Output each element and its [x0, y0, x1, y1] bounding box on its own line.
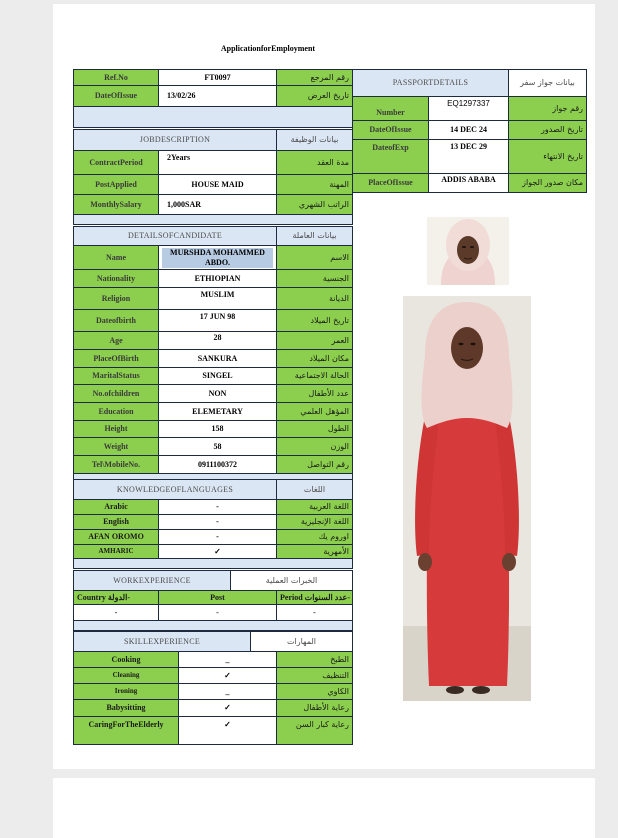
place-of-birth-ar: مكان الميلاد: [277, 350, 353, 368]
monthly-salary-ar: الراتب الشهري: [277, 195, 353, 215]
skill-cooking-label: Cooking: [74, 652, 179, 668]
skill-ironing-label: Ironing: [74, 684, 179, 700]
phone-value: 0911100372: [159, 456, 277, 474]
languages-section-title: KNOWLEDGEOFLANGUAGES: [74, 480, 277, 500]
passport-place-ar: مكان صدور الجواز: [509, 174, 587, 193]
language-english-ar: اللغة الإنجليزية: [277, 515, 353, 530]
skill-cooking-value: _: [179, 652, 277, 668]
candidate-table: [73, 226, 353, 484]
contract-period-label: ContractPeriod: [74, 151, 159, 175]
age-label: Age: [74, 332, 159, 350]
skill-cooking-ar: الطبخ: [277, 652, 353, 668]
skills-section-title-ar: المهارات: [251, 632, 353, 652]
religion-ar: الديانة: [277, 288, 353, 310]
passport-expiry-label: DateofExp: [353, 140, 429, 174]
weight-value: 58: [159, 438, 277, 456]
skill-babysitting-label: Babysitting: [74, 700, 179, 717]
reference-table: [73, 69, 353, 128]
skill-elderly-value: ✓: [179, 717, 277, 745]
religion-label: Religion: [74, 288, 159, 310]
work-section-title-ar: الخبرات العملية: [231, 571, 353, 591]
monthly-salary-value: 1,000SAR: [159, 195, 277, 215]
languages-section-title-ar: اللغات: [277, 480, 353, 500]
passport-section-title-ar: بيانات جواز سفر: [509, 70, 587, 97]
contract-period-ar: مدة العقد: [277, 151, 353, 175]
passport-section-title: PASSPORTDETAILS: [353, 70, 509, 97]
languages-table: [73, 479, 353, 569]
job-description-table: [73, 129, 353, 225]
children-ar: عدد الأطفال: [277, 385, 353, 403]
education-ar: المؤهل العلمي: [277, 403, 353, 421]
weight-label: Weight: [74, 438, 159, 456]
passport-place-label: PlaceOfIssue: [353, 174, 429, 193]
skill-babysitting-ar: رعاية الأطفال: [277, 700, 353, 717]
dob-ar: تاريخ الميلاد: [277, 310, 353, 332]
passport-number-value: EQ1297337: [429, 97, 509, 121]
children-label: No.ofchildren: [74, 385, 159, 403]
work-experience-table: [73, 570, 353, 631]
passport-issue-label: DateOfIssue: [353, 121, 429, 140]
post-applied-ar: المهنة: [277, 175, 353, 195]
height-value: 158: [159, 421, 277, 438]
work-col-post: Post: [159, 591, 277, 605]
next-page: [53, 778, 595, 838]
skills-section-title: SKILLEXPERIENCE: [74, 632, 251, 652]
place-of-birth-value: SANKURA: [159, 350, 277, 368]
name-ar: الاسم: [277, 246, 353, 270]
place-of-birth-label: PlaceOfBirth: [74, 350, 159, 368]
language-arabic-value: -: [159, 500, 277, 515]
skill-elderly-label: CaringForTheElderly: [74, 717, 179, 745]
ref-label: Ref.No: [74, 70, 159, 86]
issue-date-label-ar: تاريخ العرض: [277, 86, 353, 107]
passport-number-ar: رقم جواز: [509, 97, 587, 121]
job-section-title-ar: بيانات الوظيفة: [277, 130, 353, 151]
height-ar: الطول: [277, 421, 353, 438]
children-value: NON: [159, 385, 277, 403]
dob-label: Dateofbirth: [74, 310, 159, 332]
passport-expiry-ar: تاريخ الانتهاء: [509, 140, 587, 174]
language-oromo-label: AFAN OROMO: [74, 530, 159, 545]
document-title: ApplicationforEmployment: [220, 44, 316, 53]
skill-cleaning-value: ✓: [179, 668, 277, 684]
age-value: 28: [159, 332, 277, 350]
full-body-image: [403, 296, 531, 701]
language-arabic-ar: اللغة العربية: [277, 500, 353, 515]
work-section-title: WORKEXPERIENCE: [74, 571, 231, 591]
passport-number-label: Number: [353, 97, 429, 121]
height-label: Height: [74, 421, 159, 438]
language-amharic-ar: الأمهرية: [277, 545, 353, 559]
ref-value: FT0097: [159, 70, 277, 86]
passport-issue-ar: تاريخ الصدور: [509, 121, 587, 140]
post-applied-label: PostApplied: [74, 175, 159, 195]
post-applied-value: HOUSE MAID: [159, 175, 277, 195]
age-ar: العمر: [277, 332, 353, 350]
passport-place-value: ADDIS ABABA: [429, 174, 509, 193]
issue-date-value: 13/02/26: [159, 86, 277, 107]
marital-status-ar: الحالة الاجتماعية: [277, 368, 353, 385]
passport-table: [352, 69, 587, 193]
education-label: Education: [74, 403, 159, 421]
work-country-value: -: [74, 605, 159, 621]
monthly-salary-label: MonthlySalary: [74, 195, 159, 215]
issue-date-label: DateOfIssue: [74, 86, 159, 107]
language-arabic-label: Arabic: [74, 500, 159, 515]
candidate-headshot-photo: [427, 217, 509, 285]
language-english-value: -: [159, 515, 277, 530]
dob-value: 17 JUN 98: [159, 310, 277, 332]
passport-issue-value: 14 DEC 24: [429, 121, 509, 140]
passport-expiry-value: 13 DEC 29: [429, 140, 509, 174]
education-value: ELEMETARY: [159, 403, 277, 421]
marital-status-value: SINGEL: [159, 368, 277, 385]
weight-ar: الوزن: [277, 438, 353, 456]
name-label: Name: [74, 246, 159, 270]
skill-elderly-ar: رعاية كبار السن: [277, 717, 353, 745]
phone-label: Tel\MobileNo.: [74, 456, 159, 474]
language-amharic-value: ✓: [159, 545, 277, 559]
religion-value: MUSLIM: [159, 288, 277, 310]
work-period-value: -: [277, 605, 353, 621]
marital-status-label: MaritalStatus: [74, 368, 159, 385]
skills-table: [73, 631, 353, 745]
phone-ar: رقم التواصل: [277, 456, 353, 474]
language-oromo-value: -: [159, 530, 277, 545]
candidate-section-title-ar: بيانات العاملة: [277, 227, 353, 246]
candidate-section-title: DETAILSOFCANDIDATE: [74, 227, 277, 246]
skill-cleaning-label: Cleaning: [74, 668, 179, 684]
nationality-label: Nationality: [74, 270, 159, 288]
work-col-period: Period عدد السنوات-: [277, 591, 353, 605]
name-value: MURSHDA MOHAMMED ABDO.: [162, 248, 273, 268]
language-amharic-label: AMHARIC: [74, 545, 159, 559]
contract-period-value: 2Years: [159, 151, 277, 175]
nationality-ar: الجنسية: [277, 270, 353, 288]
work-col-country: Country الدولة-: [74, 591, 159, 605]
skill-cleaning-ar: التنظيف: [277, 668, 353, 684]
nationality-value: ETHIOPIAN: [159, 270, 277, 288]
ref-label-ar: رقم المرجع: [277, 70, 353, 86]
headshot-image: [427, 217, 509, 285]
candidate-full-body-photo: [403, 296, 531, 701]
language-english-label: English: [74, 515, 159, 530]
skill-babysitting-value: ✓: [179, 700, 277, 717]
work-post-value: -: [159, 605, 277, 621]
skill-ironing-ar: الكاوي: [277, 684, 353, 700]
language-oromo-ar: اوروم يك: [277, 530, 353, 545]
skill-ironing-value: _: [179, 684, 277, 700]
job-section-title: JOBDESCRIPTION: [74, 130, 277, 151]
